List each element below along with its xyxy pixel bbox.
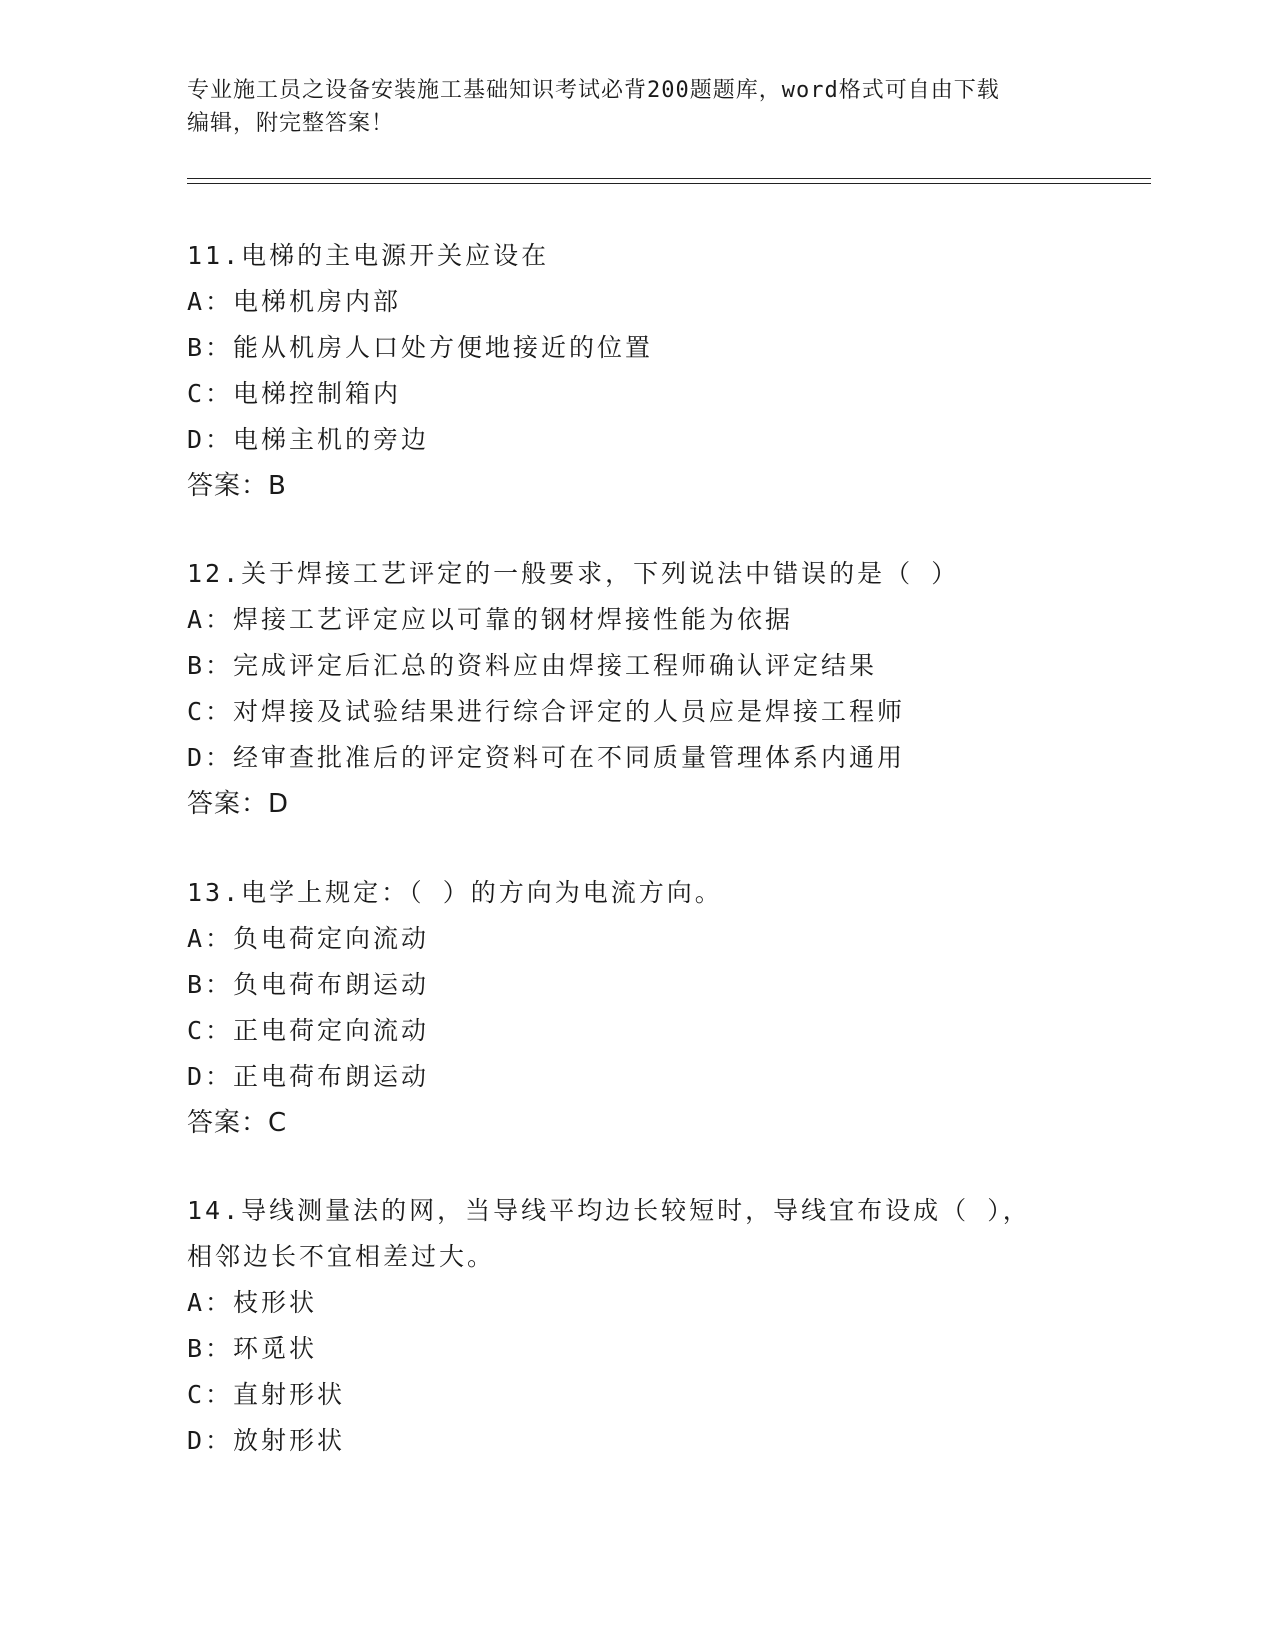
question-11 [187, 233, 1087, 509]
header-line-2: 编辑，附完整答案！ [187, 111, 395, 136]
document-header [187, 74, 1087, 140]
option-b: B：负电荷布朗运动 [187, 970, 430, 999]
option-c: C：直射形状 [187, 1380, 346, 1409]
option-b: B：能从机房人口处方便地接近的位置 [187, 333, 654, 362]
header-line-1: 专业施工员之设备安装施工基础知识考试必背200题题库，word格式可自由下载 [187, 78, 1000, 103]
question-stem: 11.电梯的主电源开关应设在 [187, 241, 550, 270]
option-c: C：对焊接及试验结果进行综合评定的人员应是焊接工程师 [187, 697, 906, 726]
option-d: D：放射形状 [187, 1426, 346, 1455]
option-a: A：电梯机房内部 [187, 287, 402, 316]
option-a: A：焊接工艺评定应以可靠的钢材焊接性能为依据 [187, 605, 794, 634]
option-d: D：正电荷布朗运动 [187, 1062, 430, 1091]
option-c: C：电梯控制箱内 [187, 379, 402, 408]
option-a: A：负电荷定向流动 [187, 924, 430, 953]
answer: 答案：D [187, 789, 290, 819]
header-divider-top [187, 178, 1151, 179]
question-stem-line-1: 14.导线测量法的网，当导线平均边长较短时，导线宜布设成（ ）， [187, 1196, 1031, 1225]
option-b: B：环觅状 [187, 1334, 318, 1363]
option-b: B：完成评定后汇总的资料应由焊接工程师确认评定结果 [187, 651, 878, 680]
question-stem: 12.关于焊接工艺评定的一般要求，下列说法中错误的是（ ） [187, 559, 960, 588]
option-a: A：枝形状 [187, 1288, 318, 1317]
question-12 [187, 551, 1087, 827]
answer: 答案：B [187, 471, 287, 501]
option-c: C：正电荷定向流动 [187, 1016, 430, 1045]
option-d: D：电梯主机的旁边 [187, 425, 430, 454]
option-d: D：经审查批准后的评定资料可在不同质量管理体系内通用 [187, 743, 906, 772]
answer: 答案：C [187, 1108, 288, 1138]
question-stem: 13.电学上规定：（ ）的方向为电流方向。 [187, 878, 723, 907]
question-stem-line-2: 相邻边长不宜相差过大。 [187, 1242, 496, 1271]
header-divider-bottom [187, 183, 1151, 184]
question-13 [187, 870, 1087, 1146]
question-14 [187, 1188, 1087, 1464]
